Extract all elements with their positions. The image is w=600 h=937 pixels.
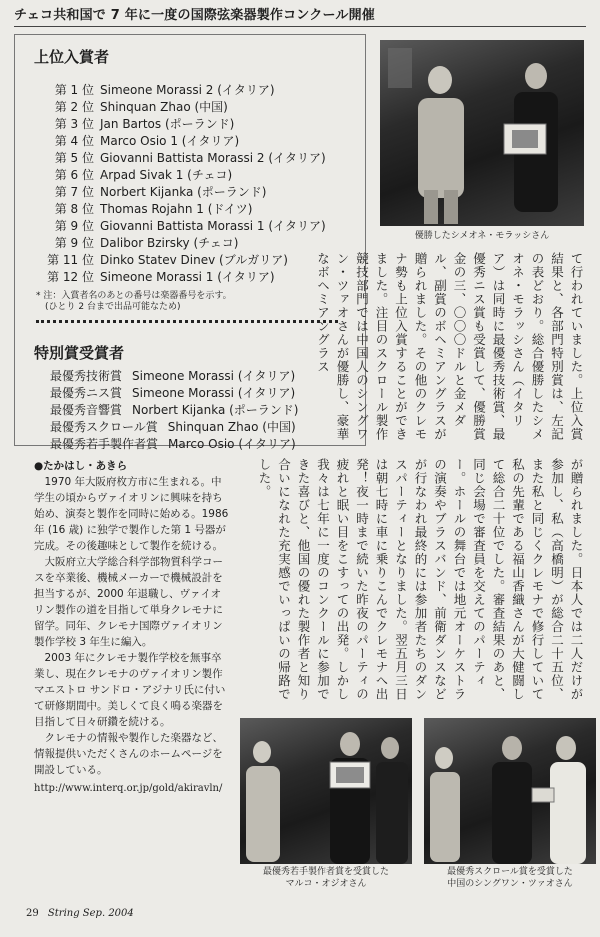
special-awards-title: 特別賞受賞者 — [34, 344, 125, 362]
article-text-upper: て行われていました。上位入賞結果と、各部門特別賞は、左記の表どおり。総合優勝したシメオネ・モラッシさん（イタリア）は同時に最優秀技術賞、最優秀ニス賞も受賞して、優勝賞金の三、〇〇〇ドルと金メダル、副賞のボヘミアングラスが贈られました。その他のクレモナ勢も上位入賞することができました。注目のスクロール製作競技部門では中国人のシングワン・ツァオさんが優勝し、豪華なボヘミアングラス — [315, 252, 584, 441]
article-text-lower: が贈られました。日本人では二人だけが参加し、私（高橋明）が総合二十五位、また私と同じくクレモナで修行していて私の先輩である福山香織さんが大健闘して総合二十位でした。審査結果のあと、同じ会場で審査員を交えてのパーティー。ホールの舞台では地元オーケストラの演奏やブラスバンド、前衛ダンスなどが行なわれ最終的には参加者たちのダンスパーティーとなりました。翌五月三日は朝七時に車に乗りこんでクレモナへ出発！夜一時まで続いた昨夜のパーティの疲れと眠い目をこすっての出発。しかし我々は七年に一度のコンクールに参加できた喜びと、他国の優れた製作者と知り合いになれた充実感でいっぱいの帰路でした。 — [257, 458, 584, 701]
page-header: チェコ共和国で 7 年に一度の国際弦楽器製作コンクール開催 — [14, 6, 586, 27]
homepage-url[interactable]: http://www.interq.or.jp/gold/akiravln/ — [34, 783, 223, 794]
ranking-row: 第 3 位 Jan Bartos (ポーランド) — [54, 117, 235, 131]
bio-paragraph: 大阪府立大学総合科学部物質科学コースを卒業後、機械メーカーで機械設計を担当するが、2000 年退職し、ヴァイオリン製作の道を目指して単身クレモナに留学。同年、クレモナ国際ヴァイオリン製作学校 3 年生に編入。 — [34, 556, 223, 648]
ranking-row: 第 9 位 Dalibor Bzirsky (チェコ) — [54, 236, 239, 250]
ranking-row: 第 12 位 Simeone Morassi 1 (イタリア) — [47, 270, 275, 284]
award-row: 最優秀スクロール賞 Shinquan Zhao (中国) — [50, 420, 296, 434]
scroll-award-photo-illustration — [424, 718, 596, 864]
ranking-row: 第 4 位 Marco Osio 1 (イタリア) — [54, 134, 240, 148]
bio-paragraph: クレモナの情報や製作した楽器など、情報提供いただくさんのホームページを開設している。 — [34, 732, 223, 776]
ranking-row: 第 7 位 Norbert Kijanka (ポーランド) — [54, 185, 267, 199]
page-number: 29 — [26, 908, 39, 919]
ranking-row: 第 6 位 Arpad Sivak 1 (チェコ) — [54, 168, 233, 182]
young-maker-award-photo — [240, 718, 412, 864]
magazine-name: String Sep. 2004 — [47, 908, 134, 919]
winner-photo — [380, 40, 584, 226]
scroll-award-photo-caption: 最優秀スクロール賞を受賞した 中国のシングワン・ツァオさん — [447, 867, 573, 889]
ranking-title: 上位入賞者 — [34, 48, 110, 66]
award-row: 最優秀技術賞 Simeone Morassi (イタリア) — [50, 369, 296, 383]
ranking-row: 第 11 位 Dinko Statev Dinev (ブルガリア) — [47, 253, 288, 267]
award-row: 最優秀音響賞 Norbert Kijanka (ポーランド) — [50, 403, 299, 417]
ranking-row: 第 5 位 Giovanni Battista Morassi 2 (イタリア) — [54, 151, 326, 165]
author-bio — [34, 458, 230, 797]
winner-photo-illustration — [380, 40, 584, 226]
young-maker-photo-caption: 最優秀若手製作者賞を受賞した マルコ・オジオさん — [262, 867, 389, 889]
ranking-row: 第 1 位 Simeone Morassi 2 (イタリア) — [54, 83, 275, 97]
ranking-row: 第 2 位 Shinquan Zhao (中国) — [54, 100, 228, 114]
ranking-row: 第 8 位 Thomas Rojahn 1 (ドイツ) — [54, 202, 253, 216]
scroll-award-photo — [424, 718, 596, 864]
award-row: 最優秀ニス賞 Simeone Morassi (イタリア) — [50, 386, 296, 400]
winner-photo-caption: 優勝したシメオネ・モラッシさん — [414, 231, 550, 241]
ranking-row: 第 9 位 Giovanni Battista Morassi 1 (イタリア) — [54, 219, 326, 233]
bio-paragraph: 1970 年大阪府枚方市に生まれる。中学生の頃からヴァイオリンに興味を持ち始め、演奏と製作を同時に始める。1986 年 (16 歳) に独学で製作した第 1 号器が完成。その後趣味として製作を続ける。 — [34, 476, 229, 552]
author-name: ●たかはし・あきら — [34, 460, 128, 472]
bio-paragraph: 2003 年にクレモナ製作学校を無事卒業し、現在クレモナのヴァイオリン製作マエストロ サンドロ・アジナリ氏に付いて研修期間中。美しくて良く鳴る楽器を目指して日々研鑽を続ける。 — [34, 652, 226, 728]
dotted-divider — [36, 320, 338, 323]
award-row: 最優秀若手製作者賞 Marco Osio (イタリア) — [50, 437, 296, 451]
page-footer — [26, 908, 134, 919]
young-maker-photo-illustration — [240, 718, 412, 864]
ranking-note: * 注：入賞者名のあとの番号は楽器番号を示す。 (ひとり 2 台まで出品可能なため) — [36, 291, 232, 312]
